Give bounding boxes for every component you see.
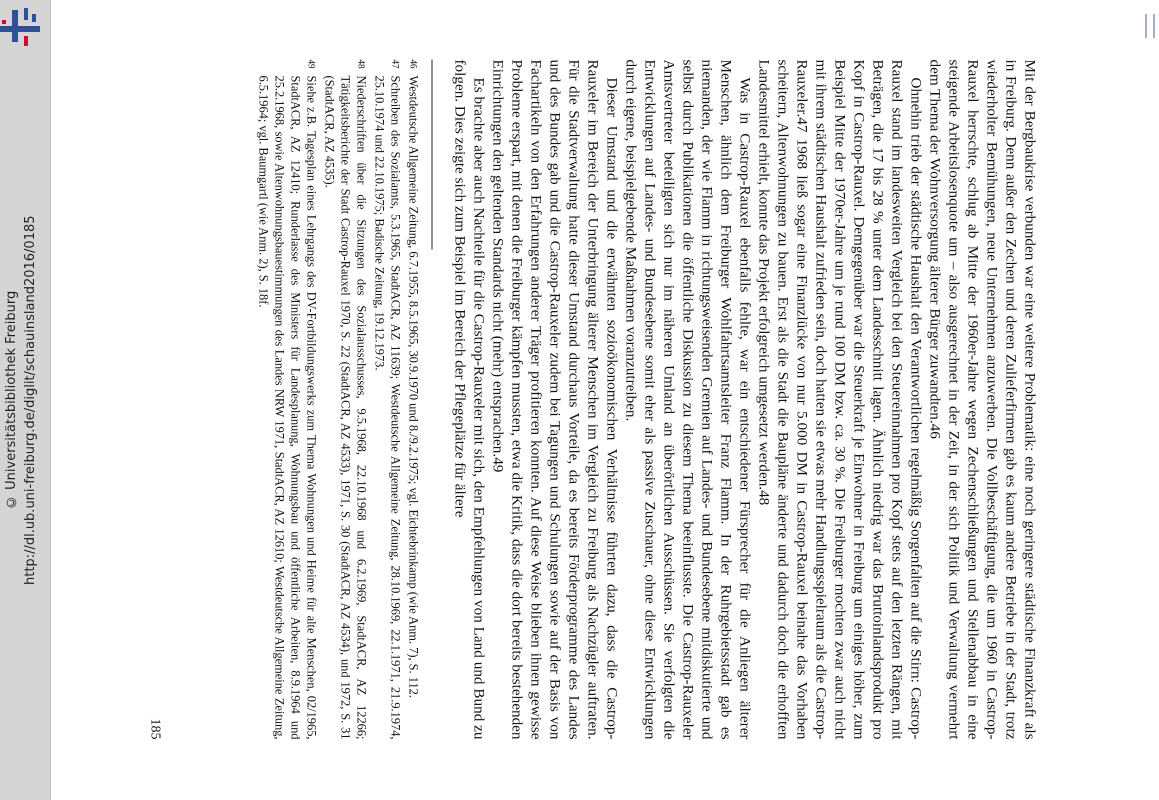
- paragraph-2: Ohnehin trieb der städtische Haushalt den Verantwortlichen regelmäßig Sorgenfalten auf die Stirn: Castrop-Rauxel stand im landesweiten Vergleich bei den Steuereinnahmen pro Kopf stets auf den letzten Rängen, mit Beträgen, die 17 bis 28 % unter dem Landesschnitt lagen. Ähnlich niedrig war das Bruttoinlandsprodukt pro Kopf in Castrop-Rauxel. Demgegenüber war die Steuerkraft je Einwohner in Freiburg um einiges höher, zum Beispiel Mitte der 1970er-Jahre um je rund 100 DM bzw. ca. 30 %. Die Freiburger mochten zwar auch nicht mit ihrem städtischen Haushalt zufrieden sein, doch hatten sie etwas mehr Handlungsspielraum als die Castrop-Rauxeler.47 1968 ließ sogar eine Finanzlücke von nur 5.000 DM in Castrop-Rauxel beinahe das Vorhaben scheitern, Altenwohnungen zu bauen. Erst als die Stadt die Baupläne änderte und dadurch doch die erhofften Landesmittel erhielt, konnte das Projekt erfolgreich umgesetzt werden.48: [755, 59, 925, 740]
- scanned-page: [51, 0, 1159, 800]
- paragraph-3: Was in Castrop-Rauxel ebenfalls fehlte, war ein entschiedener Fürsprecher für die Anliegen älterer Menschen, ähnlich dem Freiburger Wohlfahrtsamtsleiter Franz Flamm. In der Ruhrgebietsstadt gab es niemanden, der wie Flamm in richtungsweisenden Gremien auf Landes- und Bundesebene mitdiskutierte und selbst durch Publikationen die öffentliche Diskussion zu diesem Thema beeinflusste. Die Castrop-Rauxeler Amtsvertreter beteiligten sich nur im näheren Umland an überörtlichen Ausschüssen. Sie verfolgten die Entwicklungen auf Landes- und Bundesebene somit eher als passive Zuschauer, ohne diese Entwicklungen durch eigene, beispielgebende Maßnahmen voranzutreiben.: [622, 59, 754, 740]
- footnote: [322, 60, 370, 740]
- copyright-notice: © Universitätsbibliothek Freiburg: [4, 290, 19, 510]
- footnote-text: Westdeutsche Allgemeine Zeitung, 6.7.1955, 8.5.1965, 30.9.1970 und 8./9.2.1975; vgl. Eichtebrinkamp (wie Anm. 7), S. 112.: [406, 75, 421, 698]
- footnote-text: Niederschriften über die Sitzungen des Sozialausschusses, 9.5.1968, 22.10.1968 und 6.2.1969, StadtACR, AZ 12266; Tätigkeitsberichte der Stadt Castrop-Rauxel 1970, S. 22 (StadtACR, AZ 4533), 1971, S. 30 (StadtACR, AZ 4534), und 1972, S. 31 (StadtACR, AZ 4535).: [322, 75, 369, 740]
- paragraph-4: Dieser Umstand und die erwähnten sozioökonomischen Verhältnisse führten dazu, dass die Castrop-Rauxeler im Bereich der Unterbringung älterer Menschen im Vergleich zu Freiburg als Nachzügler auftraten. Für die Stadtverwaltung hatte dieser Umstand durchaus Vorteile, da es bereits Förderprogramme des Landes und des Bundes gab und die Castrop-Rauxeler zudem bei Tagungen und Schulungen sowie auf der Basis von Fachartikeln von den Erfahrungen anderer Träger profitieren konnten. Auf diese Weise blieben ihnen gewisse Probleme erspart, mit denen die Freiburger kämpfen mussten, etwa die Kritik, dass die dort bereits bestehenden Einrichtungen den geltenden Standards nicht (mehr) entsprachen.49: [489, 59, 621, 740]
- footnote: [406, 60, 422, 740]
- page-content: [50, 60, 1159, 740]
- footnote-text: Schreiben des Sozialamts, 5.3.1965, StadtACR, AZ 11639; Westdeutsche Allgemeine Zeitung, 28.10.1969, 22.1.1971, 21.9.1974, 25.10.1974 und 22.10.1975; Badische Zeitung, 19.12.1973.: [372, 75, 403, 740]
- viewer-sidebar: [0, 0, 51, 800]
- footnote: [256, 60, 320, 740]
- footnote-divider: [432, 60, 433, 250]
- footnote-number: 47: [390, 59, 401, 69]
- footnote: [372, 60, 404, 740]
- footnote-number: 48: [356, 59, 367, 69]
- document-url[interactable]: http://dl.ub.uni-freiburg.de/diglit/schauinsland2016/0185: [23, 215, 38, 585]
- page-viewport: [50, 0, 1159, 800]
- footnote-number: 46: [408, 59, 419, 69]
- paragraph-1: Mit der Bergbaukrise verbunden war eine weitere Problematik: eine noch geringere städtische Finanzkraft als in Freiburg. Denn außer den Zechen und deren Zulieferfirmen gab es kaum andere Betriebe in der Stadt, trotz wiederholter Bemühungen, neue Unternehmen anzuwerben. Die Vollbeschäftigung, die um 1960 in Castrop-Rauxel herrschte, schlug ab Mitte der 1960er-Jahre wegen Zechenschließungen und Stellenabbau in eine steigende Arbeitslosenquote um – also ausgerechnet in der Zeit, in der sich Politik und Verwaltung vermehrt dem Thema der Wohnversorgung älterer Bürger zuwandten.46: [926, 59, 1039, 740]
- footnote-number: 49: [306, 59, 317, 69]
- paragraph-5: Es brachte aber auch Nachteile für die Castrop-Rauxeler mit sich, den Empfehlungen von Land und Bund zu folgen. Dies zeigte sich zum Beispiel im Bereich der Pflegeplätze für ältere: [451, 59, 488, 740]
- footnote-text: Siehe z.B. Tagesplan eines Lehrgangs des DV-Fortbildungswerks zum Thema Wohnungen und Heime für alte Menschen, 02/1965, StadtACR, AZ 12410; Runderlasse des Ministers für Landesplanung, Wohnungsbau und öffentliche Arbeiten, 8.9.1964 und 25.2.1968, sowie Altenwohnungsbauestimmungen des Landes NRW 1971, StadtACR, AZ 12610; Westdeutsche Allgemeine Zeitung, 6.5.1964; vgl. Baumgartl (wie Anm. 2), S. 18f.: [256, 75, 319, 740]
- page-number: 185: [147, 718, 163, 740]
